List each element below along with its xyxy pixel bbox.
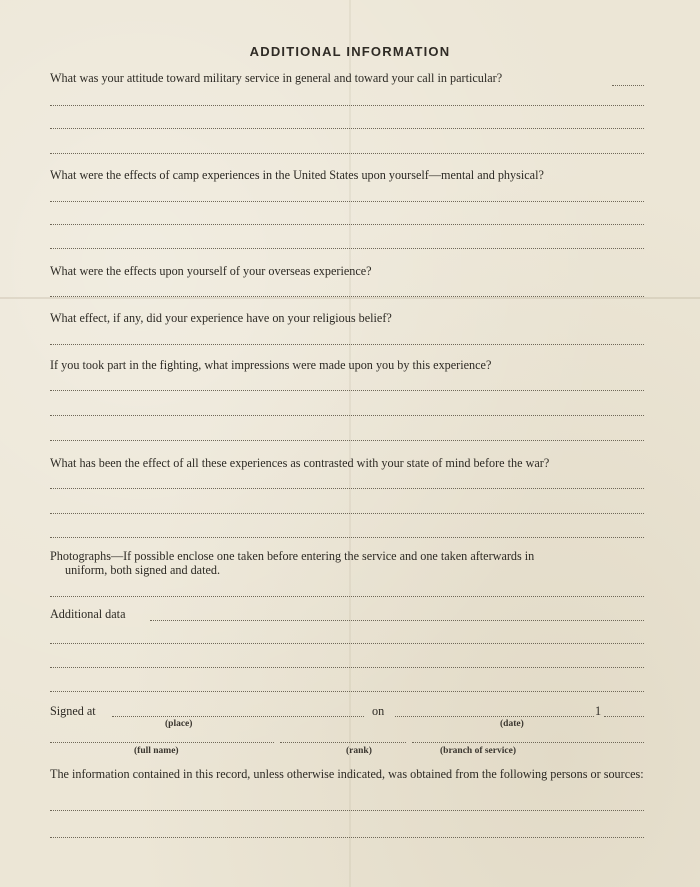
on-label: on (372, 704, 385, 718)
date-field[interactable] (395, 716, 594, 717)
answer-line[interactable] (50, 440, 644, 441)
place-caption: (place) (165, 719, 193, 729)
answer-line[interactable] (50, 415, 644, 416)
photographs-instructions (50, 549, 644, 577)
answer-line[interactable] (50, 513, 644, 514)
answer-line[interactable] (50, 248, 644, 249)
question-attitude: What was your attitude toward military service in general and toward your call in particular? (50, 71, 503, 85)
answer-line[interactable] (50, 537, 644, 538)
form-title: ADDITIONAL INFORMATION (249, 44, 451, 59)
answer-line[interactable] (50, 201, 644, 202)
full-name-field[interactable] (50, 742, 274, 743)
sources-line[interactable] (50, 810, 644, 811)
answer-line[interactable] (50, 643, 644, 644)
question-religious-belief: What effect, if any, did your experience have on your religious belief? (50, 311, 392, 325)
signed-at-label: Signed at (50, 704, 96, 718)
rank-field[interactable] (280, 742, 406, 743)
place-field[interactable] (112, 716, 364, 717)
branch-caption: (branch of service) (440, 746, 516, 756)
answer-line[interactable] (50, 296, 644, 297)
question-overall-effect: What has been the effect of all these experiences as contrasted with your state of mind before the war? (50, 456, 550, 470)
answer-line[interactable] (50, 153, 644, 154)
answer-line[interactable] (612, 85, 644, 86)
answer-line[interactable] (50, 488, 644, 489)
photographs-text-line1: Photographs—If possible enclose one taken before entering the service and one taken afterwards in (50, 549, 535, 563)
branch-field[interactable] (412, 742, 644, 743)
info-statement: The information contained in this record, unless otherwise indicated, was obtained from the following persons or sources: (50, 767, 644, 781)
additional-data-label: Additional data (50, 607, 126, 621)
question-overseas: What were the effects upon yourself of your overseas experience? (50, 264, 372, 278)
year-field[interactable] (604, 716, 644, 717)
answer-line[interactable] (50, 344, 644, 345)
rank-caption: (rank) (346, 746, 372, 756)
answer-line[interactable] (50, 596, 644, 597)
answer-line[interactable] (50, 390, 644, 391)
answer-line[interactable] (50, 691, 644, 692)
question-fighting: If you took part in the fighting, what impressions were made upon you by this experience? (50, 358, 492, 372)
sources-line[interactable] (50, 837, 644, 838)
additional-data-field[interactable] (150, 620, 644, 621)
full-name-caption: (full name) (134, 746, 179, 756)
photographs-text-line2: uniform, both signed and dated. (65, 563, 221, 577)
answer-line[interactable] (50, 105, 644, 106)
answer-line[interactable] (50, 224, 644, 225)
year-prefix: 1 (595, 704, 602, 718)
question-camp-effects: What were the effects of camp experiences in the United States upon yourself—mental and physical? (50, 168, 544, 182)
date-caption: (date) (500, 719, 524, 729)
answer-line[interactable] (50, 128, 644, 129)
answer-line[interactable] (50, 667, 644, 668)
